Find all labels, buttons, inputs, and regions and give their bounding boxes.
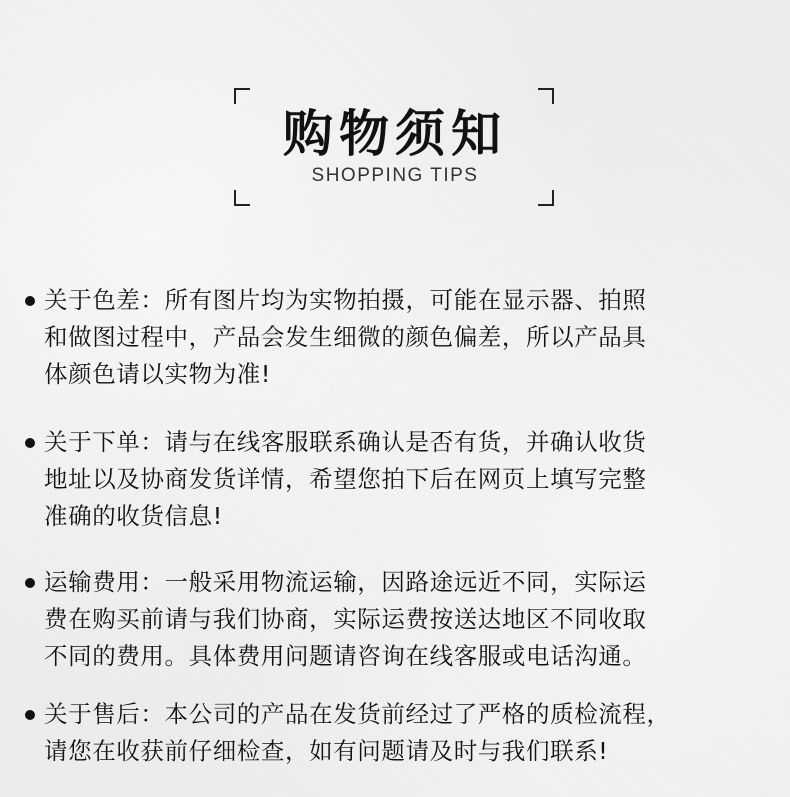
tip-line: 关于售后：本公司的产品在发货前经过了严格的质检流程， (44, 700, 671, 728)
tip-line: 准确的收货信息! (44, 502, 223, 530)
tip-line: 运输费用：一般采用物流运输，因路途远近不同，实际运 (44, 568, 647, 596)
tip-line: 费在购买前请与我们协商，实际运费按送达地区不同收取 (44, 605, 647, 633)
bullet-icon (25, 710, 35, 720)
page-title: 购物须知 (283, 105, 507, 163)
tip-line: 体颜色请以实物为准! (44, 360, 271, 388)
tip-ordering (44, 424, 764, 535)
frame-corner-top-right (538, 88, 554, 104)
frame-corner-bottom-left (234, 190, 250, 206)
frame-corner-bottom-right (538, 190, 554, 206)
page-subtitle: SHOPPING TIPS (311, 165, 479, 186)
tip-line: 地址以及协商发货详情，希望您拍下后在网页上填写完整 (44, 465, 647, 493)
tip-line: 和做图过程中，产品会发生细微的颜色偏差，所以产品具 (44, 323, 647, 351)
bullet-icon (25, 438, 35, 448)
tip-line: 不同的费用。具体费用问题请咨询在线客服或电话沟通。 (44, 642, 647, 670)
tip-line: 请您在收获前仔细检查，如有问题请及时与我们联系! (44, 737, 609, 765)
tip-color-difference (44, 282, 764, 393)
bullet-icon (25, 296, 35, 306)
tip-line: 关于下单：请与在线客服联系确认是否有货，并确认收货 (44, 428, 647, 456)
tip-after-sales (44, 696, 764, 770)
frame-corner-top-left (234, 88, 250, 104)
tip-shipping-cost (44, 564, 764, 675)
bullet-icon (25, 578, 35, 588)
tip-line: 关于色差：所有图片均为实物拍摄，可能在显示器、拍照 (44, 286, 647, 314)
